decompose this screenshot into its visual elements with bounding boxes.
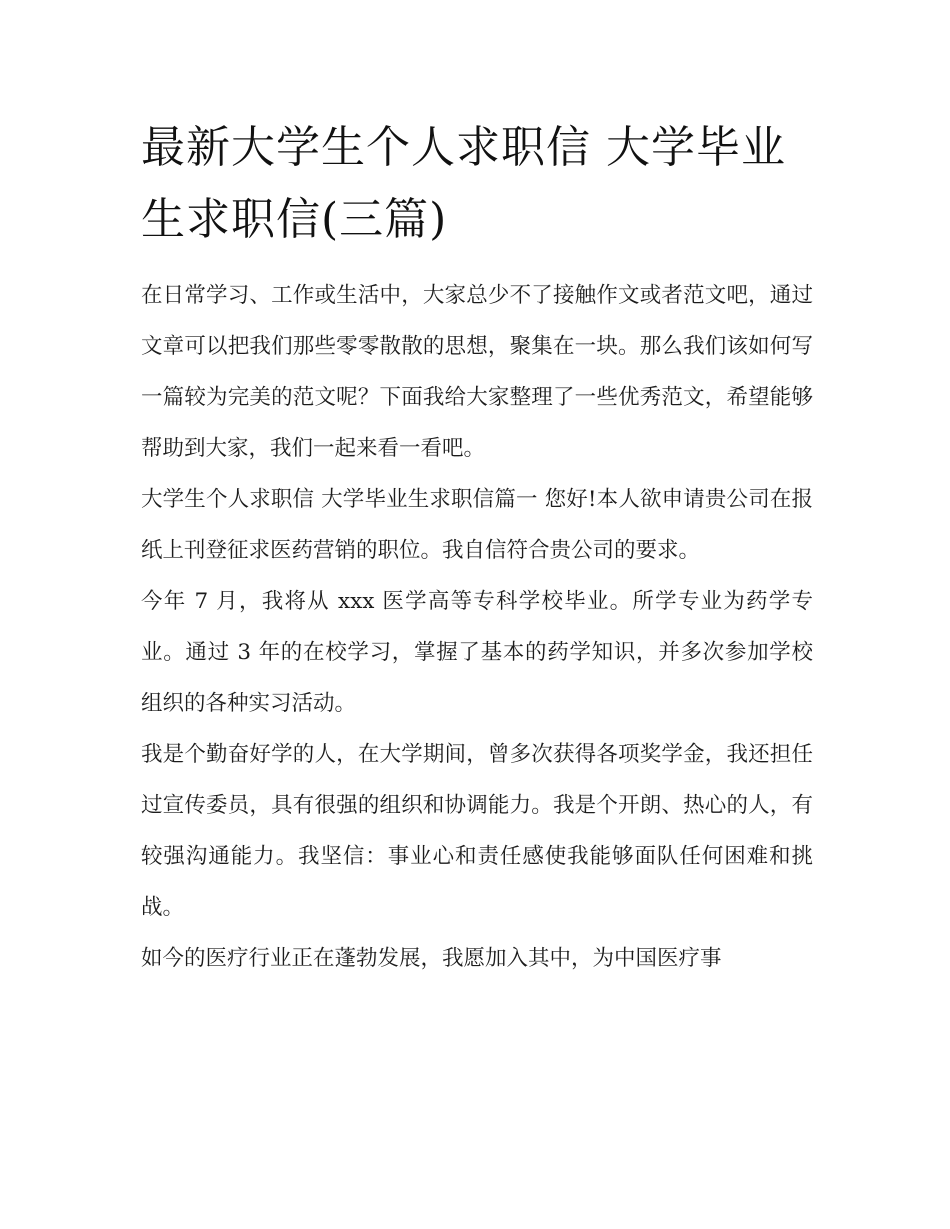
document-body xyxy=(141,112,813,984)
document-title: 最新大学生个人求职信 大学毕业生求职信(三篇) xyxy=(141,122,786,245)
intro-paragraph: 在日常学习、工作或生活中，大家总少不了接触作文或者范文吧，通过文章可以把我们那些零零散散的思想，聚集在一块。那么我们该如何写一篇较为完美的范文呢？下面我给大家整理了一些优秀范文，希望能够帮助到大家，我们一起来看一看吧。 xyxy=(141,283,813,461)
closing-paragraph: 如今的医疗行业正在蓬勃发展，我愿加入其中，为中国医疗事 xyxy=(141,946,722,971)
education-paragraph: 今年 7 月，我将从 xxx 医学高等专科学校毕业。所学专业为药学专业。通过 3 年的在校学习，掌握了基本的药学知识，并多次参加学校组织的各种实习活动。 xyxy=(141,589,813,716)
letter-opening-paragraph: 大学生个人求职信 大学毕业生求职信篇一 您好!本人欲申请贵公司在报纸上刊登征求医药营销的职位。我自信符合贵公司的要求。 xyxy=(141,487,813,563)
personality-paragraph: 我是个勤奋好学的人，在大学期间，曾多次获得各项奖学金，我还担任过宣传委员，具有很强的组织和协调能力。我是个开朗、热心的人，有较强沟通能力。我坚信：事业心和责任感使我能够面队任何困难和挑战。 xyxy=(141,742,813,920)
